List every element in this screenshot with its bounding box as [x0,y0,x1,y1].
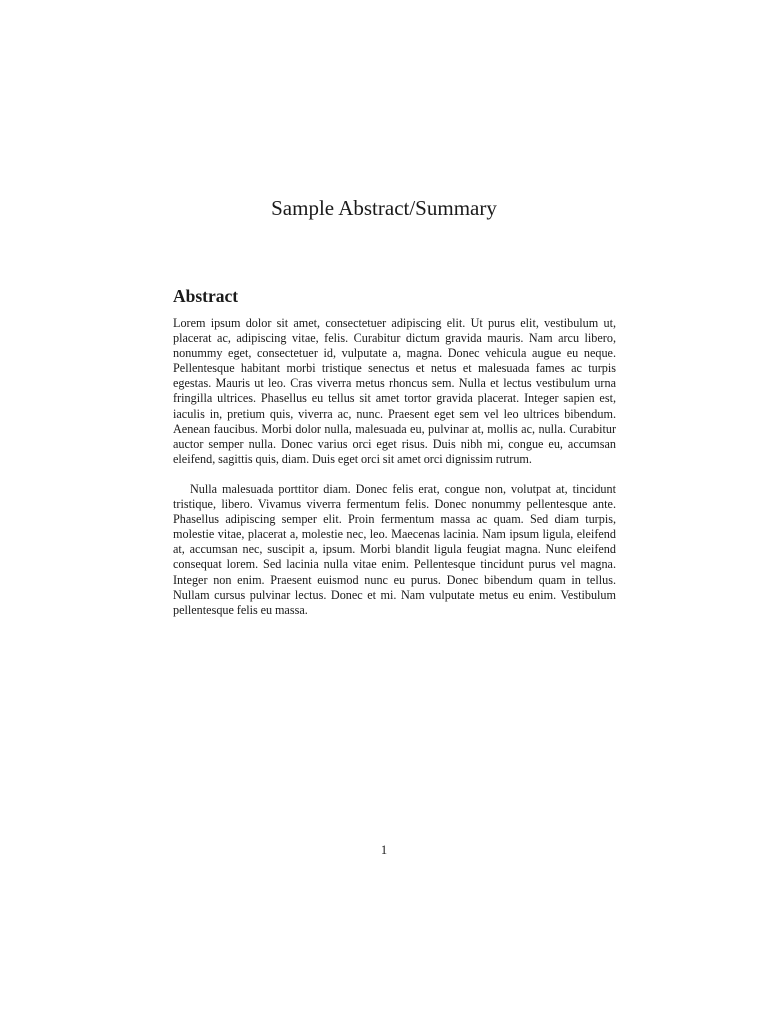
document-title: Sample Abstract/Summary [271,196,497,220]
section-heading: Abstract [173,286,239,306]
body-paragraph-2: Nulla malesuada porttitor diam. Donec felis erat, congue non, volutpat at, tincidunt tristique, libero. Vivamus viverra fermentum felis. Donec nonummy pellentesque ante. Phasellus adipiscing semper elit. Proin fermentum massa ac quam. Sed diam turpis, molestie vitae, placerat a, molestie nec, leo. Maecenas lacinia. Nam ipsum ligula, eleifend at, accumsan nec, suscipit a, ipsum. Morbi blandit ligula feugiat magna. Nunc eleifend consequat lorem. Sed lacinia nulla vitae enim. Pellentesque tincidunt purus vel magna. Integer non enim. Praesent euismod nunc eu purus. Donec bibendum quam in tellus. Nullam cursus pulvinar lectus. Donec et mi. Nam vulputate metus eu enim. Vestibulum pellentesque felis eu massa. [173,481,616,617]
abstract-section [173,285,616,618]
page-number: 1 [380,843,388,857]
body-paragraph-1: Lorem ipsum dolor sit amet, consectetuer adipiscing elit. Ut purus elit, vestibulum ut, placerat ac, adipiscing vitae, felis. Curabitur dictum gravida mauris. Nam arcu libero, nonummy eget, consectetuer id, vulputate a, magna. Donec vehicula augue eu neque. Pellentesque habitant morbi tristique senectus et netus et malesuada fames ac turpis egestas. Mauris ut leo. Cras viverra metus rhoncus sem. Nulla et lectus vestibulum urna fringilla ultrices. Phasellus eu tellus sit amet tortor gravida placerat. Integer sapien est, iaculis in, pretium quis, viverra ac, nunc. Praesent eget sem vel leo ultrices bibendum. Aenean faucibus. Morbi dolor nulla, malesuada eu, pulvinar at, mollis ac, nulla. Curabitur auctor semper nulla. Donec varius orci eget risus. Duis nibh mi, congue eu, accumsan eleifend, sagittis quis, diam. Duis eget orci sit amet orci dignissim rutrum. [173,316,616,466]
